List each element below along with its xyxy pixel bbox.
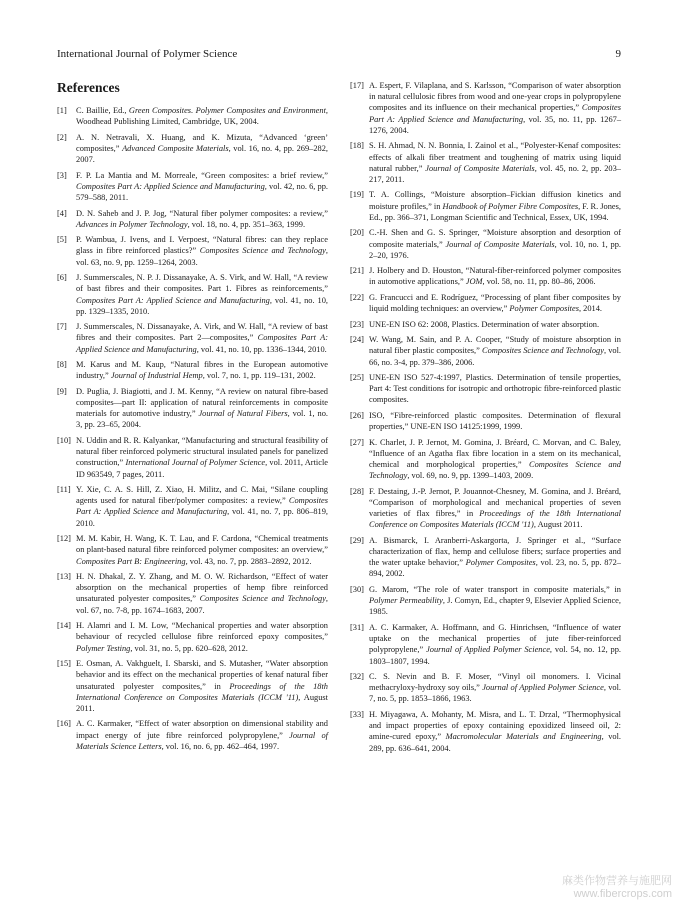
reference-item	[350, 319, 621, 330]
reference-text: C.-H. Shen and G. S. Springer, “Moisture absorption and desorption of composite materials,” Journal of Composite Materials, vol. 10, no. 1, pp. 2–20, 1976.	[369, 228, 621, 260]
right-column	[350, 80, 621, 758]
reference-item	[57, 170, 328, 204]
reference-number: [4]	[57, 208, 67, 218]
reference-number: [8]	[57, 360, 67, 370]
reference-list-right	[350, 80, 621, 754]
reference-number: [20]	[350, 228, 364, 238]
reference-item	[350, 372, 621, 406]
reference-item	[350, 709, 621, 754]
reference-text: H. Miyagawa, A. Mohanty, M. Misra, and L. T. Drzal, “Thermophysical and impact properties of epoxy containing epoxidized linseed oil, 2: amine-cured epoxy,” Macromolecular Materials and Engineering, vol. 289, pp. 636–641, 2004.	[369, 709, 621, 753]
reference-number: [7]	[57, 322, 67, 332]
page-number: 9	[615, 48, 621, 60]
reference-item	[350, 334, 621, 368]
running-header	[57, 48, 621, 61]
reference-item	[350, 437, 621, 482]
reference-text: C. Baillie, Ed., Green Composites. Polymer Composites and Environment, Woodhead Publishing Limited, Cambridge, UK, 2004.	[76, 106, 328, 127]
reference-item	[57, 208, 328, 230]
reference-text: G. Marom, “The role of water transport in composite materials,” in Polymer Permeability, J. Comyn, Ed., chapter 9, Elsevier Applied Science, 1985.	[369, 584, 621, 617]
reference-text: F. Destaing, J.-P. Jernot, P. Jouannot-Chesney, M. Gomina, and J. Bréard, “Comparison of morphological and mechanical properties of seven varieties of flax fibres,” in Proceedings of the 18th International Conference on Composites Materials (ICCM '11), August 2011.	[369, 486, 621, 530]
reference-item	[350, 265, 621, 287]
reference-text: D. N. Saheb and J. P. Jog, “Natural fiber polymer composites: a review,” Advances in Polymer Technology, vol. 18, no. 4, pp. 351–363, 1999.	[76, 208, 328, 229]
reference-list-left	[57, 105, 328, 752]
reference-item	[57, 359, 328, 381]
reference-number: [6]	[57, 273, 67, 283]
reference-item	[57, 234, 328, 268]
reference-number: [19]	[350, 190, 364, 200]
reference-item	[350, 671, 621, 705]
reference-text: A. Espert, F. Vilaplana, and S. Karlsson, “Comparison of water absorption in natural cellulosic fibres from wood and one-year crops in polypropylene composites and its influence on their mechanical properties,” Composites Part A: Applied Science and Manufacturing, vol. 35, no. 11, pp. 1267–1276, 2004.	[369, 81, 622, 135]
journal-title: International Journal of Polymer Science	[57, 48, 238, 60]
reference-item	[57, 386, 328, 431]
reference-text: D. Puglia, J. Biagiotti, and J. M. Kenny, “A review on natural fibre-based composites—part II: application of natural reinforcements in composite materials for automotive industry,” Journal of Natural Fibers, vol. 1, no. 3, pp. 23–65, 2004.	[76, 386, 329, 430]
reference-item	[57, 105, 328, 127]
reference-number: [17]	[350, 81, 364, 90]
reference-text: H. Alamri and I. M. Low, “Mechanical properties and water absorption behaviour of recycled cellulose fibre reinforced epoxy composites,” Polymer Testing, vol. 31, no. 5, pp. 620–628, 2012.	[76, 621, 328, 653]
reference-text: F. P. La Mantia and M. Morreale, “Green composites: a brief review,” Composites Part A: Applied Science and Manufacturing, vol. 42, no. 6, pp. 579–588, 2011.	[76, 170, 328, 203]
reference-text: S. H. Ahmad, N. N. Bonnia, I. Zainol et al., “Polyester-Kenaf composites: effects of alkali fiber treatment and toughening of matrix using liquid natural rubber,” Journal of Composite Materials, vol. 45, no. 2, pp. 203–217, 2011.	[369, 141, 621, 184]
left-column	[57, 80, 328, 758]
reference-item	[350, 140, 621, 185]
reference-item	[57, 658, 328, 714]
reference-number: [33]	[350, 709, 364, 719]
reference-number: [24]	[350, 335, 364, 345]
reference-text: A. C. Karmaker, A. Hoffmann, and G. Hinrichsen, “Influence of water uptake on the mechanical properties of jute fiber-reinforced polypropylene,” Journal of Applied Polymer Science, vol. 54, no. 12, pp. 1803–1807, 1994.	[369, 622, 621, 666]
reference-number: [10]	[57, 435, 71, 445]
reference-number: [18]	[350, 141, 364, 151]
reference-number: [1]	[57, 106, 67, 115]
reference-text: A. N. Netravali, X. Huang, and K. Mizuta, “Advanced ‘green’ composites,” Advanced Composite Materials, vol. 16, no. 4, pp. 269–282, 2007.	[76, 132, 328, 165]
reference-text: UNE-EN ISO 62: 2008, Plastics. Determination of water absorption.	[369, 319, 600, 329]
reference-text: M. M. Kabir, H. Wang, K. T. Lau, and F. Cardona, “Chemical treatments on plant-based natural fibre reinforced polymer composites: an overview,” Composites Part B: Engineering, vol. 43, no. 7, pp. 2883–2892, 2012.	[76, 534, 328, 566]
reference-text: H. N. Dhakal, Z. Y. Zhang, and M. O. W. Richardson, “Effect of water absorption on the mechanical properties of hemp fibre reinforced unsaturated polyester composites,” Composites Science and Technology, vol. 67, no. 7-8, pp. 1674–1683, 2007.	[76, 572, 328, 615]
reference-text: UNE-EN ISO 527-4:1997, Plastics. Determination of tensile properties, Part 4: Test conditions for isotropic and orthotropic fibre-reinforced plastic composites.	[369, 373, 621, 405]
reference-item	[350, 622, 621, 667]
reference-text: J. Summerscales, N. Dissanayake, A. Virk, and W. Hall, “A review of bast fibres and their composites. Part 2—composites,” Composites Part A: Applied Science and Manufacturing, vol. 41, no. 10, pp. 1336–1344, 2010.	[76, 322, 328, 354]
reference-item	[57, 484, 328, 529]
reference-number: [29]	[350, 535, 364, 545]
reference-text: J. Holbery and D. Houston, “Natural-fiber-reinforced polymer composites in automotive applications,” JOM, vol. 58, no. 11, pp. 80–86, 2006.	[369, 266, 621, 287]
reference-text: N. Uddin and R. R. Kalyankar, “Manufacturing and structural feasibility of natural fiber reinforced polymeric structural insulated panels for panelized construction,” International Journal of Polymer Science, vol. 2011, Article ID 963549, 7 pages, 2011.	[76, 435, 328, 479]
reference-text: C. S. Nevin and B. F. Moser, “Vinyl oil monomers. I. Vicinal methacryloxy-hydroxy soy oils,” Journal of Applied Polymer Science, vol. 7, no. 5, pp. 1853–1866, 1963.	[369, 672, 622, 704]
reference-number: [21]	[350, 266, 364, 276]
reference-text: P. Wambua, J. Ivens, and I. Verpoest, “Natural fibres: can they replace glass in fibre reinforced plastics?” Composites Science and Technology, vol. 63, no. 9, pp. 1259–1264, 2003.	[76, 235, 328, 267]
reference-text: A. Bismarck, I. Aranberri-Askargorta, J. Springer et al., “Surface characterization of flax, hemp and cellulose fibers; surface properties and the water uptake behavior,” Polymer Composites, vol. 23, no. 5, pp. 872–894, 2002.	[369, 535, 621, 579]
reference-text: J. Summerscales, N. P. J. Dissanayake, A. S. Virk, and W. Hall, “A review of bast fibres and their composites. Part 1. Fibres as reinforcements,” Composites Part A: Applied Science and Manufacturing, vol. 41, no. 10, pp. 1329–1335, 2010.	[76, 273, 328, 316]
reference-item	[57, 571, 328, 616]
reference-number: [27]	[350, 437, 364, 447]
watermark	[562, 875, 672, 901]
reference-number: [5]	[57, 235, 67, 245]
reference-number: [2]	[57, 132, 67, 142]
watermark-line-1: 麻类作物营养与施肥网	[562, 875, 672, 887]
reference-item	[350, 486, 621, 531]
reference-number: [14]	[57, 621, 71, 631]
reference-item	[350, 189, 621, 223]
reference-item	[57, 718, 328, 752]
reference-text: A. C. Karmaker, “Effect of water absorption on dimensional stability and impact energy of jute fibre reinforced polypropylene,” Journal of Materials Science Letters, vol. 16, no. 6, pp. 462–464, 1997.	[76, 719, 328, 751]
reference-item	[350, 584, 621, 618]
reference-number: [32]	[350, 672, 364, 681]
reference-text: ISO, “Fibre-reinforced plastic composites. Determination of flexural properties,” UNE-EN ISO 14125:1999, 1999.	[369, 410, 621, 432]
reference-item	[57, 620, 328, 654]
reference-text: Y. Xie, C. A. S. Hill, Z. Xiao, H. Militz, and C. Mai, “Silane coupling agents used for natural fiber/polymer composites: a review,” Composites Part A: Applied Science and Manufacturing, vol. 41, no. 7, pp. 806–819, 2010.	[76, 485, 329, 528]
reference-number: [16]	[57, 719, 71, 729]
reference-item	[350, 410, 621, 432]
reference-text: E. Osman, A. Vakhguelt, I. Sbarski, and S. Mutasher, “Water absorption behavior and its effect on the mechanical properties of kenaf natural fiber unsaturated polyester composites,” in Proceedings of the 18th International Conference on Composites Materials (ICCM '11), August 2011.	[76, 659, 329, 713]
reference-number: [30]	[350, 584, 364, 594]
reference-item	[57, 272, 328, 317]
reference-text: T. A. Collings, “Moisture absorption–Fickian diffusion kinetics and moisture profiles,” in Handbook of Polymer Fibre Composites, F. R. Jones, Ed., pp. 366–371, Longman Scientific and Technical, Essex, UK, 1994.	[369, 190, 621, 222]
reference-item	[350, 292, 621, 314]
reference-number: [9]	[57, 386, 67, 396]
reference-number: [22]	[350, 292, 364, 302]
watermark-line-2: www.fibercrops.com	[573, 888, 672, 900]
reference-item	[350, 227, 621, 261]
reference-item	[57, 132, 328, 166]
reference-item	[350, 80, 621, 136]
reference-item	[350, 535, 621, 580]
reference-item	[57, 321, 328, 355]
reference-columns	[57, 80, 621, 758]
reference-number: [23]	[350, 319, 364, 329]
reference-number: [3]	[57, 170, 67, 180]
reference-text: M. Karus and M. Kaup, “Natural fibres in the European automotive industry,” Journal of Industrial Hemp, vol. 7, no. 1, pp. 119–131, 2002.	[76, 360, 328, 381]
reference-item	[57, 533, 328, 567]
reference-text: K. Charlet, J. P. Jernot, M. Gomina, J. Bréard, C. Morvan, and C. Baley, “Influence of an Agatha flax fibre location in a stem on its mechanical, chemical and morphological properties,” Composites Science and Technology, vol. 69, no. 9, pp. 1399–1403, 2009.	[369, 437, 621, 481]
reference-text: W. Wang, M. Sain, and P. A. Cooper, “Study of moisture absorption in natural fiber plastic composites,” Composites Science and Technology, vol. 66, no. 3-4, pp. 379–386, 2006.	[369, 335, 622, 367]
reference-number: [13]	[57, 572, 71, 582]
reference-number: [31]	[350, 622, 364, 632]
reference-number: [28]	[350, 486, 364, 496]
reference-item	[57, 435, 328, 480]
reference-text: G. Francucci and E. Rodríguez, “Processing of plant fiber composites by liquid molding techniques: an overview,” Polymer Composites, 2014.	[369, 292, 621, 314]
reference-number: [15]	[57, 659, 71, 669]
section-title: References	[57, 80, 120, 95]
reference-number: [25]	[350, 373, 364, 383]
reference-number: [11]	[57, 485, 71, 495]
reference-number: [12]	[57, 534, 71, 544]
reference-number: [26]	[350, 410, 364, 420]
